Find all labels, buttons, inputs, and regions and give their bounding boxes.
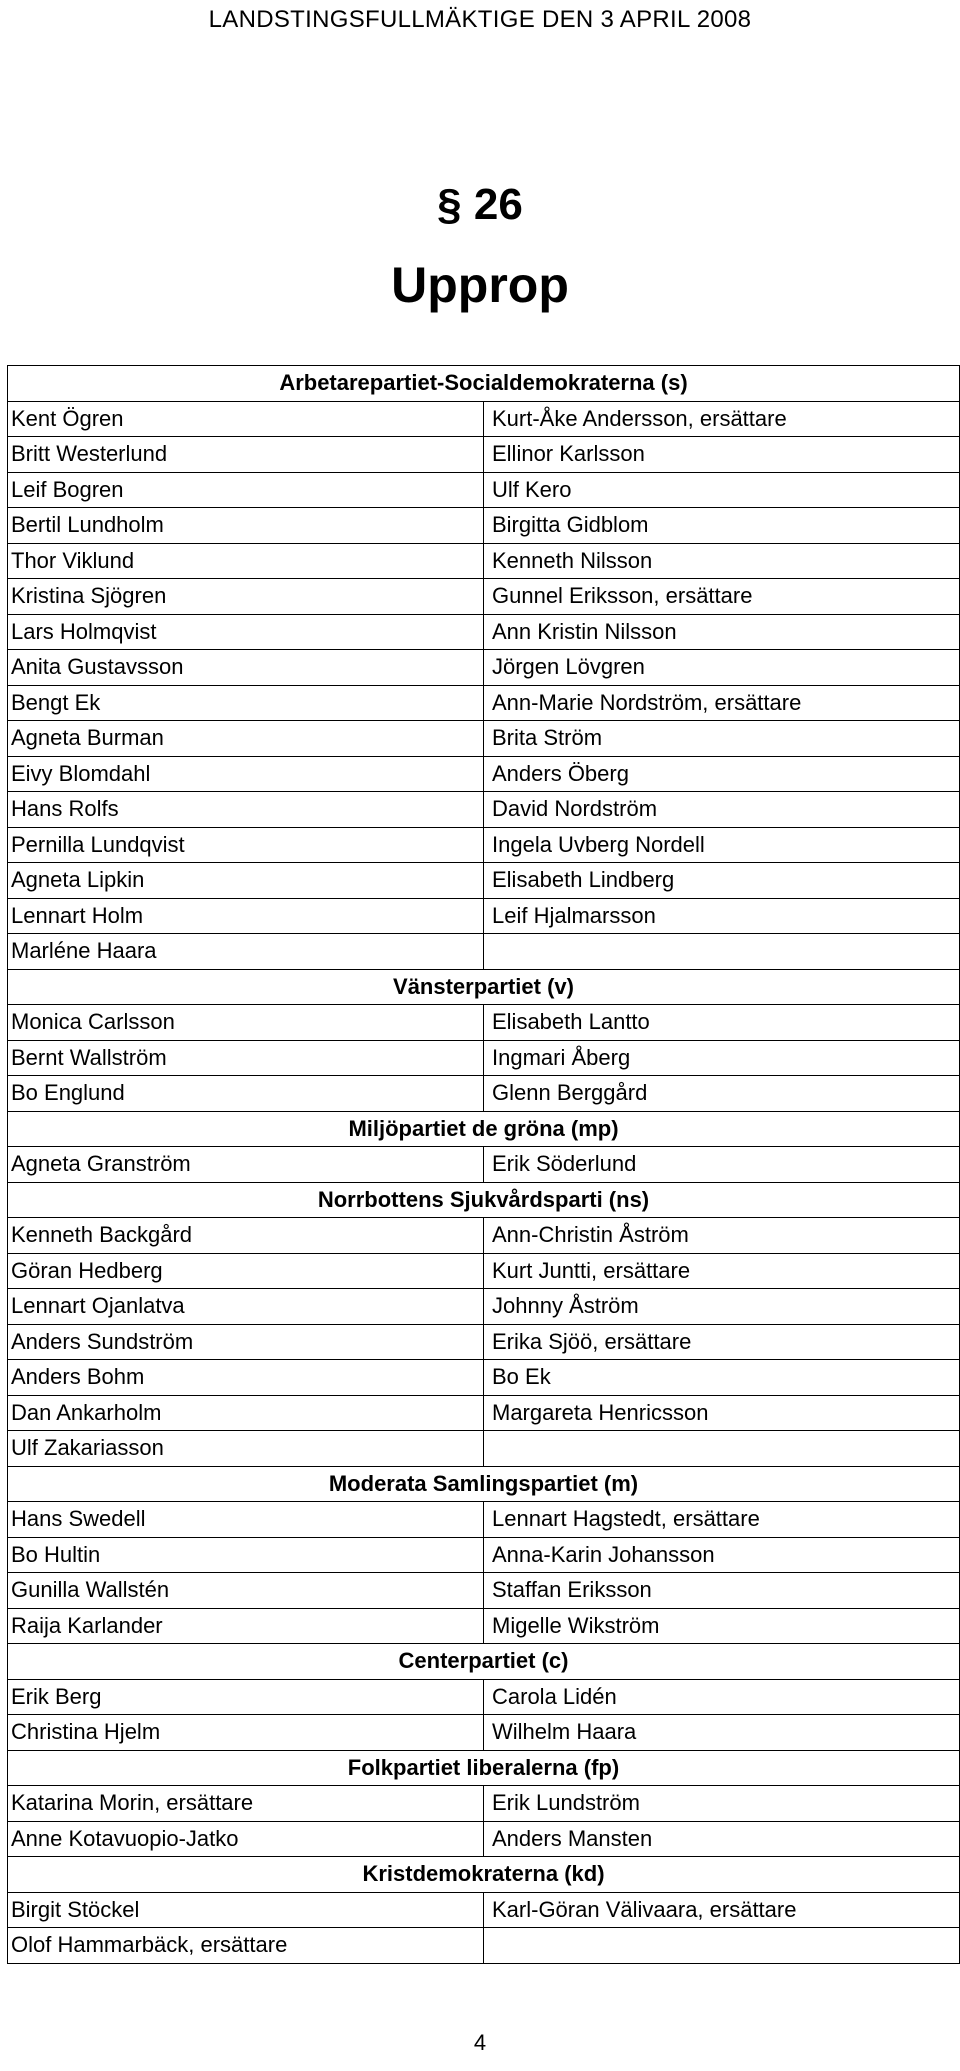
table-row bbox=[8, 1821, 960, 1857]
table-row bbox=[8, 1253, 960, 1289]
table-row bbox=[8, 1147, 960, 1183]
member-name: Hans Rolfs bbox=[8, 792, 484, 828]
member-name: Agneta Burman bbox=[8, 721, 484, 757]
member-name-right: Ulf Kero bbox=[484, 472, 960, 508]
member-name: Lennart Holm bbox=[8, 898, 484, 934]
table-row bbox=[8, 863, 960, 899]
member-name-right: Ellinor Karlsson bbox=[484, 437, 960, 473]
member-name-right: Ann Kristin Nilsson bbox=[484, 614, 960, 650]
party-name: Arbetarepartiet-Socialdemokraterna (s) bbox=[8, 366, 960, 402]
member-name: Kent Ögren bbox=[8, 401, 484, 437]
member-name-right: Erik Lundström bbox=[484, 1786, 960, 1822]
member-name: Britt Westerlund bbox=[8, 437, 484, 473]
member-name: Bo Hultin bbox=[8, 1537, 484, 1573]
table-row bbox=[8, 721, 960, 757]
member-name-right: Erik Söderlund bbox=[484, 1147, 960, 1183]
member-name: Dan Ankarholm bbox=[8, 1395, 484, 1431]
member-name: Thor Viklund bbox=[8, 543, 484, 579]
member-name-right: Ann-Marie Nordström, ersättare bbox=[484, 685, 960, 721]
member-name: Birgit Stöckel bbox=[8, 1892, 484, 1928]
section-heading bbox=[0, 180, 960, 230]
member-name: Pernilla Lundqvist bbox=[8, 827, 484, 863]
table-row bbox=[8, 614, 960, 650]
member-name: Leif Bogren bbox=[8, 472, 484, 508]
member-name-right bbox=[484, 1928, 960, 1964]
member-name-right: Johnny Åström bbox=[484, 1289, 960, 1325]
member-name-right bbox=[484, 1431, 960, 1467]
member-name-right: Kenneth Nilsson bbox=[484, 543, 960, 579]
table-row bbox=[8, 1786, 960, 1822]
table-row bbox=[8, 827, 960, 863]
table-row bbox=[8, 437, 960, 473]
table-row bbox=[8, 1573, 960, 1609]
party-header-row bbox=[8, 1857, 960, 1893]
member-name: Anita Gustavsson bbox=[8, 650, 484, 686]
member-name: Erik Berg bbox=[8, 1679, 484, 1715]
party-name: Miljöpartiet de gröna (mp) bbox=[8, 1111, 960, 1147]
roll-call-table-body bbox=[8, 366, 960, 1964]
table-row bbox=[8, 1005, 960, 1041]
member-name-right: Glenn Berggård bbox=[484, 1076, 960, 1112]
table-row bbox=[8, 1679, 960, 1715]
table-row bbox=[8, 1715, 960, 1751]
page-header: LANDSTINGSFULLMÄKTIGE DEN 3 APRIL 2008 bbox=[208, 6, 752, 33]
table-row bbox=[8, 1608, 960, 1644]
table-row bbox=[8, 472, 960, 508]
member-name: Monica Carlsson bbox=[8, 1005, 484, 1041]
party-header-row bbox=[8, 1750, 960, 1786]
member-name-right: Elisabeth Lantto bbox=[484, 1005, 960, 1041]
member-name-right: Gunnel Eriksson, ersättare bbox=[484, 579, 960, 615]
member-name: Agneta Granström bbox=[8, 1147, 484, 1183]
section-symbol: § bbox=[437, 180, 462, 229]
member-name-right: Margareta Henricsson bbox=[484, 1395, 960, 1431]
member-name-right: David Nordström bbox=[484, 792, 960, 828]
party-header-row bbox=[8, 1466, 960, 1502]
member-name-right: Ann-Christin Åström bbox=[484, 1218, 960, 1254]
member-name: Anders Sundström bbox=[8, 1324, 484, 1360]
member-name: Christina Hjelm bbox=[8, 1715, 484, 1751]
member-name: Göran Hedberg bbox=[8, 1253, 484, 1289]
table-row bbox=[8, 1928, 960, 1964]
member-name-right: Migelle Wikström bbox=[484, 1608, 960, 1644]
member-name: Kristina Sjögren bbox=[8, 579, 484, 615]
table-row bbox=[8, 1360, 960, 1396]
member-name-right: Ingmari Åberg bbox=[484, 1040, 960, 1076]
party-header-row bbox=[8, 1111, 960, 1147]
table-row bbox=[8, 756, 960, 792]
page-number: 4 bbox=[473, 2030, 487, 2055]
member-name: Gunilla Wallstén bbox=[8, 1573, 484, 1609]
member-name: Olof Hammarbäck, ersättare bbox=[8, 1928, 484, 1964]
table-row bbox=[8, 508, 960, 544]
table-row bbox=[8, 1289, 960, 1325]
member-name: Eivy Blomdahl bbox=[8, 756, 484, 792]
member-name-right bbox=[484, 934, 960, 970]
party-header-row bbox=[8, 1644, 960, 1680]
party-name: Centerpartiet (c) bbox=[8, 1644, 960, 1680]
member-name: Katarina Morin, ersättare bbox=[8, 1786, 484, 1822]
table-row bbox=[8, 1892, 960, 1928]
member-name: Agneta Lipkin bbox=[8, 863, 484, 899]
member-name: Anne Kotavuopio-Jatko bbox=[8, 1821, 484, 1857]
member-name-right: Kurt-Åke Andersson, ersättare bbox=[484, 401, 960, 437]
table-row bbox=[8, 1040, 960, 1076]
member-name: Lars Holmqvist bbox=[8, 614, 484, 650]
member-name: Hans Swedell bbox=[8, 1502, 484, 1538]
member-name-right: Kurt Juntti, ersättare bbox=[484, 1253, 960, 1289]
party-header-row bbox=[8, 1182, 960, 1218]
section-number: 26 bbox=[473, 180, 523, 229]
table-row bbox=[8, 898, 960, 934]
party-header-row bbox=[8, 969, 960, 1005]
table-row bbox=[8, 650, 960, 686]
table-row bbox=[8, 1395, 960, 1431]
table-row bbox=[8, 934, 960, 970]
party-header-row bbox=[8, 366, 960, 402]
party-name: Kristdemokraterna (kd) bbox=[8, 1857, 960, 1893]
roll-call-table bbox=[7, 365, 960, 1964]
member-name: Bengt Ek bbox=[8, 685, 484, 721]
party-name: Norrbottens Sjukvårdsparti (ns) bbox=[8, 1182, 960, 1218]
member-name-right: Leif Hjalmarsson bbox=[484, 898, 960, 934]
table-row bbox=[8, 543, 960, 579]
member-name: Ulf Zakariasson bbox=[8, 1431, 484, 1467]
member-name-right: Bo Ek bbox=[484, 1360, 960, 1396]
member-name-right: Birgitta Gidblom bbox=[484, 508, 960, 544]
member-name-right: Ingela Uvberg Nordell bbox=[484, 827, 960, 863]
member-name: Lennart Ojanlatva bbox=[8, 1289, 484, 1325]
member-name: Anders Bohm bbox=[8, 1360, 484, 1396]
table-row bbox=[8, 579, 960, 615]
member-name: Bertil Lundholm bbox=[8, 508, 484, 544]
member-name-right: Lennart Hagstedt, ersättare bbox=[484, 1502, 960, 1538]
member-name-right: Elisabeth Lindberg bbox=[484, 863, 960, 899]
party-name: Vänsterpartiet (v) bbox=[8, 969, 960, 1005]
table-row bbox=[8, 1324, 960, 1360]
party-name: Folkpartiet liberalerna (fp) bbox=[8, 1750, 960, 1786]
member-name: Kenneth Backgård bbox=[8, 1218, 484, 1254]
party-name: Moderata Samlingspartiet (m) bbox=[8, 1466, 960, 1502]
member-name-right: Wilhelm Haara bbox=[484, 1715, 960, 1751]
member-name-right: Erika Sjöö, ersättare bbox=[484, 1324, 960, 1360]
table-row bbox=[8, 685, 960, 721]
member-name-right: Anders Öberg bbox=[484, 756, 960, 792]
member-name-right: Jörgen Lövgren bbox=[484, 650, 960, 686]
member-name-right: Carola Lidén bbox=[484, 1679, 960, 1715]
table-row bbox=[8, 1537, 960, 1573]
member-name: Bo Englund bbox=[8, 1076, 484, 1112]
member-name: Marléne Haara bbox=[8, 934, 484, 970]
table-row bbox=[8, 1502, 960, 1538]
member-name-right: Staffan Eriksson bbox=[484, 1573, 960, 1609]
table-row bbox=[8, 1431, 960, 1467]
member-name-right: Brita Ström bbox=[484, 721, 960, 757]
table-row bbox=[8, 1076, 960, 1112]
table-row bbox=[8, 792, 960, 828]
member-name: Raija Karlander bbox=[8, 1608, 484, 1644]
page-title: Upprop bbox=[391, 257, 569, 313]
member-name: Bernt Wallström bbox=[8, 1040, 484, 1076]
table-row bbox=[8, 1218, 960, 1254]
member-name-right: Anna-Karin Johansson bbox=[484, 1537, 960, 1573]
table-row bbox=[8, 401, 960, 437]
member-name-right: Anders Mansten bbox=[484, 1821, 960, 1857]
member-name-right: Karl-Göran Välivaara, ersättare bbox=[484, 1892, 960, 1928]
